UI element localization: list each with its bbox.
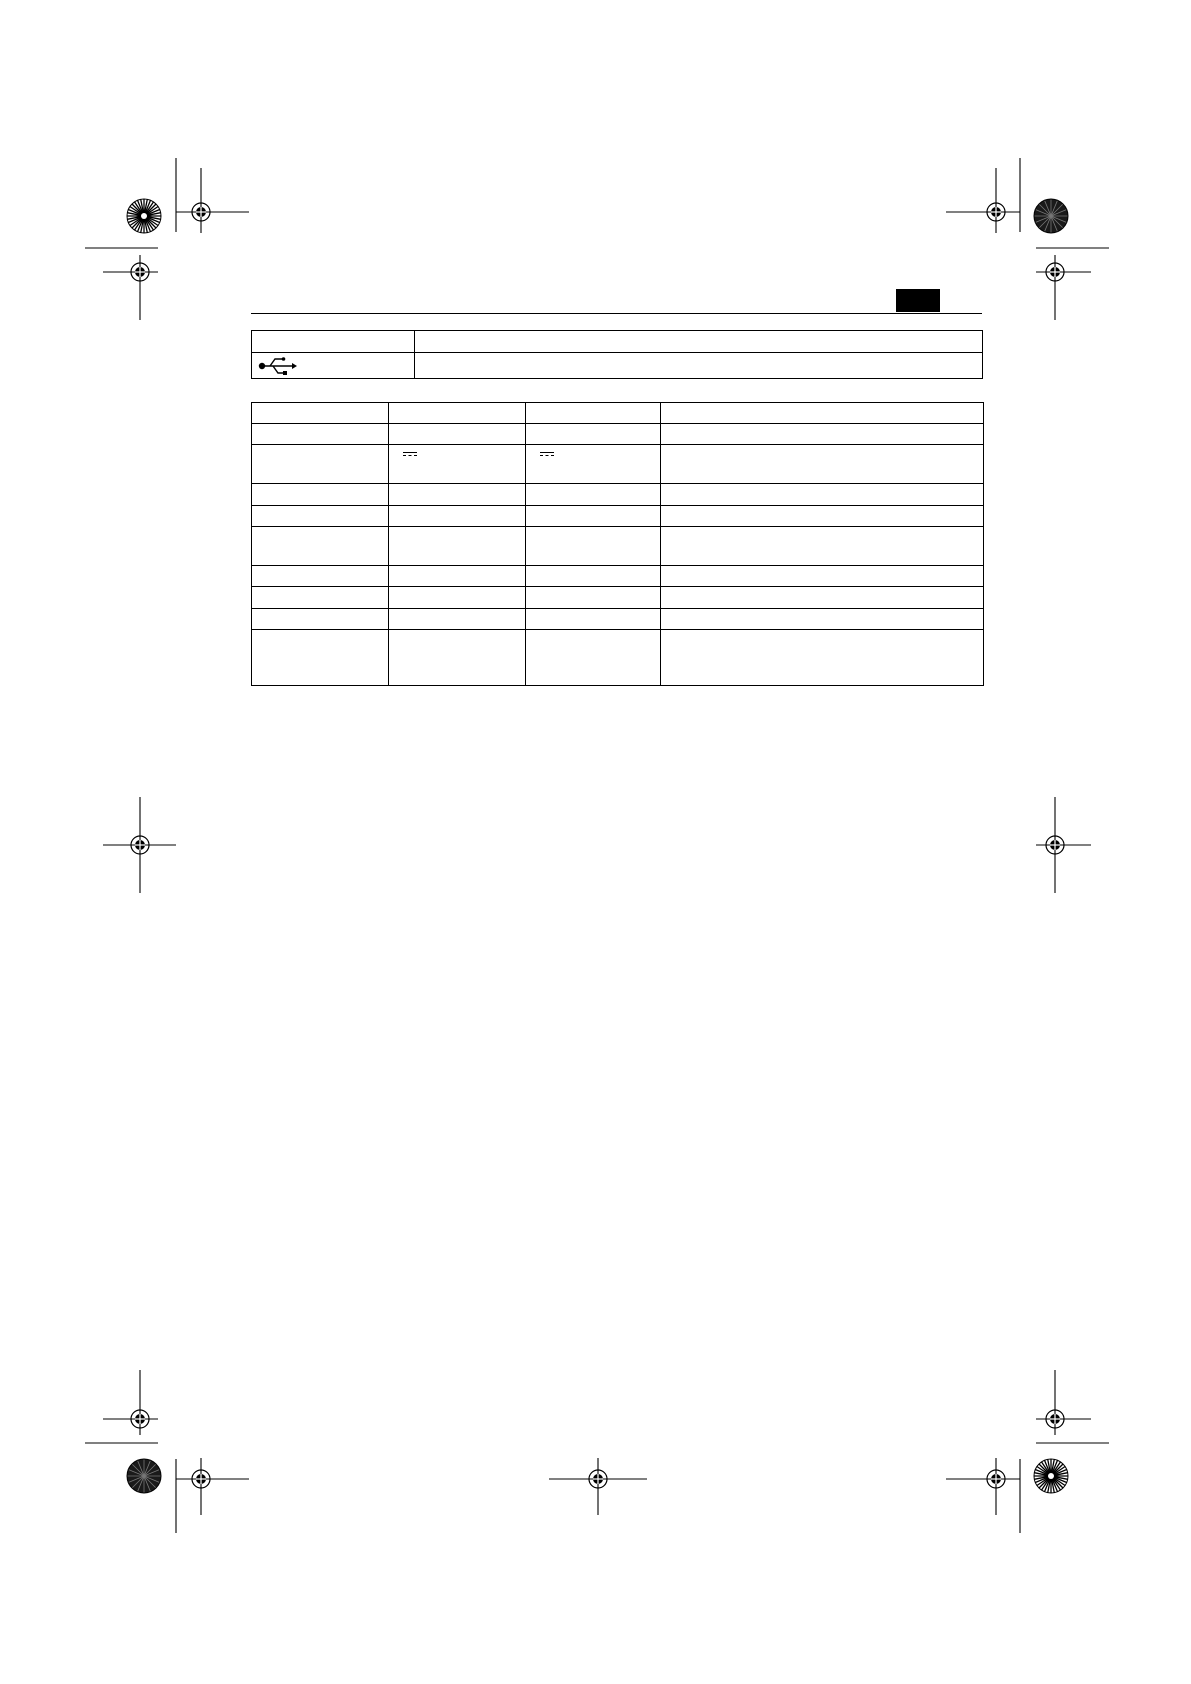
table-cell — [526, 424, 661, 445]
table-cell — [526, 403, 661, 424]
table-row — [252, 566, 984, 587]
header-rule — [251, 313, 982, 314]
table-cell — [526, 566, 661, 587]
table-cell — [661, 587, 984, 609]
interface-table — [251, 330, 983, 379]
table-cell — [389, 484, 526, 506]
table-cell — [526, 587, 661, 609]
interface-row — [252, 331, 983, 353]
table-cell — [661, 403, 984, 424]
table-cell — [389, 403, 526, 424]
table-row — [252, 609, 984, 630]
direct-current-icon — [403, 452, 417, 459]
interface-text-cell — [415, 331, 983, 353]
table-cell — [252, 403, 389, 424]
table-cell — [252, 587, 389, 609]
table-row — [252, 630, 984, 686]
table-cell — [661, 506, 984, 527]
table-cell — [526, 484, 661, 506]
table-cell — [526, 630, 661, 686]
table-row — [252, 403, 984, 424]
table-row — [252, 484, 984, 506]
table-cell — [526, 527, 661, 566]
table-cell — [661, 527, 984, 566]
table-cell — [252, 566, 389, 587]
direct-current-icon — [540, 452, 554, 459]
table-cell — [252, 527, 389, 566]
table-cell — [252, 506, 389, 527]
table-cell — [389, 566, 526, 587]
table-cell — [661, 445, 984, 484]
table-cell — [389, 630, 526, 686]
interface-text-cell — [415, 353, 983, 379]
interface-label-cell — [252, 353, 415, 379]
table-cell — [252, 630, 389, 686]
table-row — [252, 527, 984, 566]
table-cell — [389, 587, 526, 609]
table-cell — [389, 609, 526, 630]
table-cell — [526, 609, 661, 630]
table-cell — [252, 609, 389, 630]
interface-label-cell — [252, 331, 415, 353]
table-cell — [661, 424, 984, 445]
table-row — [252, 424, 984, 445]
table-cell — [389, 506, 526, 527]
table-row — [252, 587, 984, 609]
table-cell — [389, 424, 526, 445]
table-cell — [661, 484, 984, 506]
table-row — [252, 506, 984, 527]
technical-data-table — [251, 402, 984, 686]
table-cell — [252, 445, 389, 484]
table-cell — [252, 424, 389, 445]
table-cell — [526, 506, 661, 527]
table-cell — [661, 609, 984, 630]
usb-icon — [258, 355, 298, 377]
table-cell — [661, 566, 984, 587]
table-cell — [526, 445, 661, 484]
table-cell — [389, 445, 526, 484]
table-cell — [252, 484, 389, 506]
table-cell — [389, 527, 526, 566]
interface-row — [252, 353, 983, 379]
language-tab — [896, 289, 940, 312]
table-cell — [661, 630, 984, 686]
table-row — [252, 445, 984, 484]
